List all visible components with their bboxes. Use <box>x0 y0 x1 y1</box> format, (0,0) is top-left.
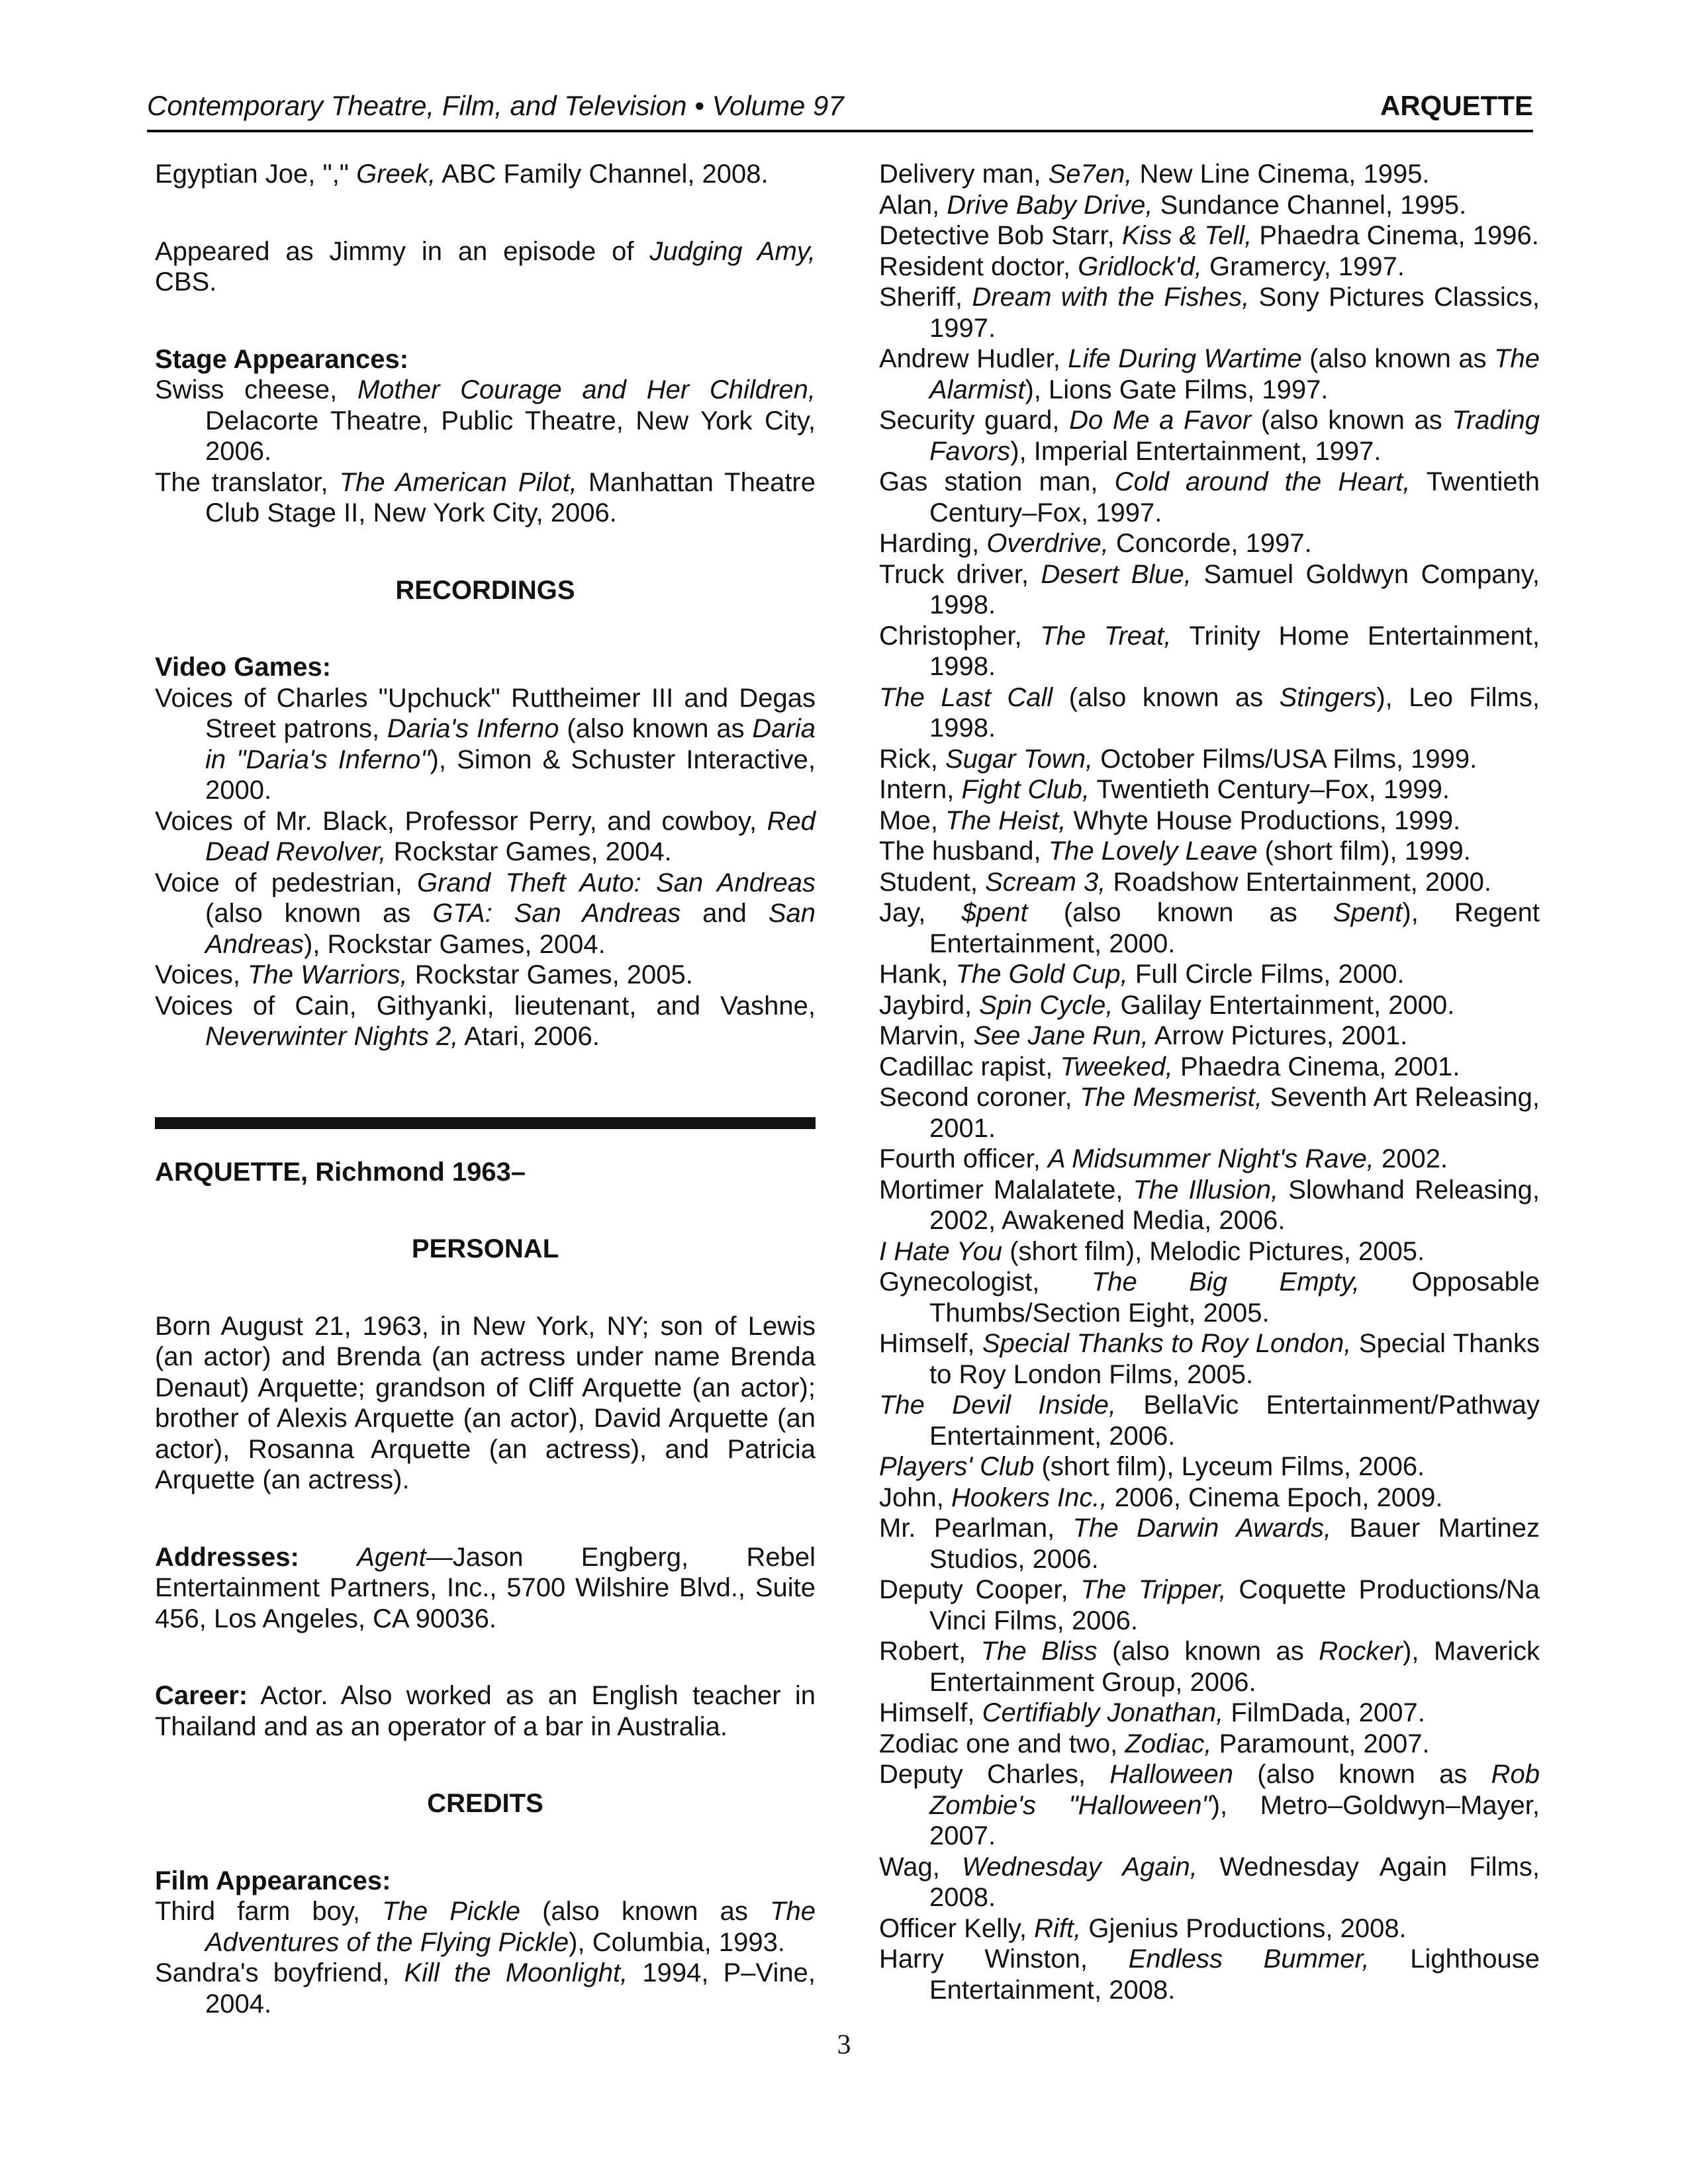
list-item: Deputy Cooper, The Tripper, Coquette Productions/Na Vinci Films, 2006. <box>879 1575 1540 1635</box>
list-item: Mortimer Malalatete, The Illusion, Slowhand Releasing, 2002, Awakened Media, 2006. <box>879 1175 1540 1235</box>
list-item: The husband, The Lovely Leave (short film), 1999. <box>879 837 1471 866</box>
page-number: 3 <box>837 2030 851 2060</box>
list-item: Gas station man, Cold around the Heart, Twentieth Century–Fox, 1997. <box>879 467 1540 527</box>
list-item: Robert, The Bliss (also known as Rocker), Maverick Entertainment Group, 2006. <box>879 1637 1540 1697</box>
list-item: Security guard, Do Me a Favor (also known as Trading Favors), Imperial Entertainment, 1997. <box>879 406 1540 466</box>
list-item: Resident doctor, Gridlock'd, Gramercy, 1997. <box>879 251 1405 281</box>
film-list-left <box>155 1896 816 2019</box>
list-item: The Devil Inside, BellaVic Entertainment/Pathway Entertainment, 2006. <box>879 1390 1540 1451</box>
addresses: Addresses: Agent—Jason Engberg, Rebel Entertainment Partners, Inc., 5700 Wilshire Blvd., Suite 456, Los Angeles, CA 90036. <box>155 1542 816 1633</box>
list-item: Swiss cheese, Mother Courage and Her Children, Delacorte Theatre, Public Theatre, New York City, 2006. <box>155 375 816 466</box>
career: Career: Actor. Also worked as an English teacher in Thailand and as an operator of a bar in Australia. <box>155 1681 816 1741</box>
list-item: Andrew Hudler, Life During Wartime (also known as The Alarmist), Lions Gate Films, 1997. <box>879 344 1540 404</box>
personal-heading: PERSONAL <box>411 1234 559 1263</box>
list-item: Hank, The Gold Cup, Full Circle Films, 2000. <box>879 960 1405 989</box>
entry-name: ARQUETTE, Richmond 1963– <box>155 1157 526 1187</box>
stage-appearances-heading: Stage Appearances: <box>155 344 409 374</box>
list-item: Harding, Overdrive, Concorde, 1997. <box>879 529 1312 558</box>
entry-divider-rule <box>155 1117 816 1129</box>
right-column <box>879 159 1540 2005</box>
list-item: Harry Winston, Endless Bummer, Lighthouse Entertainment, 2008. <box>879 1944 1540 2005</box>
list-item: Voices, The Warriors, Rockstar Games, 2005. <box>155 960 693 989</box>
list-item: I Hate You (short film), Melodic Pictures, 2005. <box>879 1236 1425 1266</box>
list-item: Student, Scream 3, Roadshow Entertainment, 2000. <box>879 867 1491 897</box>
video-games-list <box>155 683 816 1052</box>
recordings-heading: RECORDINGS <box>395 575 575 605</box>
list-item: Himself, Special Thanks to Roy London, Special Thanks to Roy London Films, 2005. <box>879 1329 1540 1389</box>
stage-list <box>155 375 816 529</box>
tv-credit-entry: Egyptian Joe, "," Greek, ABC Family Channel, 2008. <box>155 159 769 189</box>
list-item: Voices of Mr. Black, Professor Perry, and cowboy, Red Dead Revolver, Rockstar Games, 2004. <box>155 806 816 866</box>
list-item: Officer Kelly, Rift, Gjenius Productions, 2008. <box>879 1913 1407 1943</box>
list-item: Alan, Drive Baby Drive, Sundance Channel, 1995. <box>879 190 1467 220</box>
list-item: Detective Bob Starr, Kiss & Tell, Phaedra Cinema, 1996. <box>879 221 1539 250</box>
list-item: Voices of Cain, Githyanki, lieutenant, and Vashne, Neverwinter Nights 2, Atari, 2006. <box>155 991 816 1051</box>
list-item: Delivery man, Se7en, New Line Cinema, 1995. <box>879 159 1430 189</box>
film-appearances-heading: Film Appearances: <box>155 1866 391 1895</box>
list-item: Deputy Charles, Halloween (also known as Rob Zombie's "Halloween"), Metro–Goldwyn–Mayer, 2007. <box>879 1760 1540 1850</box>
film-list-right <box>879 159 1540 2005</box>
publication-title: Contemporary Theatre, Film, and Television • Volume 97 <box>147 90 844 121</box>
list-item: Jaybird, Spin Cycle, Galilay Entertainment, 2000. <box>879 990 1455 1020</box>
list-item: Sandra's boyfriend, Kill the Moonlight, 1994, P–Vine, 2004. <box>155 1958 816 2019</box>
list-item: Second coroner, The Mesmerist, Seventh Art Releasing, 2001. <box>879 1083 1540 1143</box>
list-item: Truck driver, Desert Blue, Samuel Goldwyn Company, 1998. <box>879 559 1540 619</box>
list-item: Mr. Pearlman, The Darwin Awards, Bauer Martinez Studios, 2006. <box>879 1514 1540 1574</box>
list-item: Moe, The Heist, Whyte House Productions, 1999. <box>879 805 1461 835</box>
list-item: Players' Club (short film), Lyceum Films, 2006. <box>879 1452 1425 1481</box>
entry-running-head: ARQUETTE <box>1380 90 1533 121</box>
list-item: Zodiac one and two, Zodiac, Paramount, 2007. <box>879 1729 1430 1758</box>
list-item: John, Hookers Inc., 2006, Cinema Epoch, 2009. <box>879 1482 1443 1512</box>
episode-appearance: Appeared as Jimmy in an episode of Judging Amy, CBS. <box>155 236 816 296</box>
list-item: Intern, Fight Club, Twentieth Century–Fox, 1999. <box>879 775 1450 804</box>
list-item: Jay, $pent (also known as Spent), Regent Entertainment, 2000. <box>879 898 1540 958</box>
video-games-heading: Video Games: <box>155 653 332 682</box>
list-item: Voices of Charles "Upchuck" Ruttheimer III and Degas Street patrons, Daria's Inferno (also known as Daria in "Daria's Inferno"), Simon & Schuster Interactive, 2000. <box>155 683 816 805</box>
running-header <box>147 90 1533 132</box>
list-item: Wag, Wednesday Again, Wednesday Again Films, 2008. <box>879 1852 1540 1912</box>
list-item: Cadillac rapist, Tweeked, Phaedra Cinema, 2001. <box>879 1052 1460 1081</box>
list-item: Gynecologist, The Big Empty, Opposable Thumbs/Section Eight, 2005. <box>879 1267 1540 1328</box>
list-item: Third farm boy, The Pickle (also known as The Adventures of the Flying Pickle), Columbia, 1993. <box>155 1897 816 1957</box>
list-item: Marvin, See Jane Run, Arrow Pictures, 2001. <box>879 1021 1408 1050</box>
left-column <box>155 159 816 2019</box>
list-item: The translator, The American Pilot, Manhattan Theatre Club Stage II, New York City, 2006. <box>155 467 816 527</box>
agent-label: Agent <box>357 1542 426 1572</box>
list-item: Himself, Certifiably Jonathan, FilmDada, 2007. <box>879 1698 1425 1727</box>
list-item: Christopher, The Treat, Trinity Home Entertainment, 1998. <box>879 621 1540 681</box>
list-item: Rick, Sugar Town, October Films/USA Films, 1999. <box>879 744 1477 774</box>
personal-text: Born August 21, 1963, in New York, NY; son of Lewis (an actor) and Brenda (an actress under name Brenda Denaut) Arquette; grandson of Cliff Arquette (an actor); brother of Alexis Arquette (an actor), David Arquette (an actor), Rosanna Arquette (an actress), and Patricia Arquette (an actress). <box>155 1311 816 1494</box>
list-item: Sheriff, Dream with the Fishes, Sony Pictures Classics, 1997. <box>879 283 1540 343</box>
addresses-label: Addresses: <box>155 1542 299 1572</box>
credits-heading: CREDITS <box>427 1789 543 1818</box>
list-item: The Last Call (also known as Stingers), Leo Films, 1998. <box>879 682 1540 743</box>
list-item: Voice of pedestrian, Grand Theft Auto: San Andreas (also known as GTA: San Andreas and San Andreas), Rockstar Games, 2004. <box>155 868 816 959</box>
list-item: Fourth officer, A Midsummer Night's Rave, 2002. <box>879 1144 1448 1173</box>
career-label: Career: <box>155 1681 248 1710</box>
